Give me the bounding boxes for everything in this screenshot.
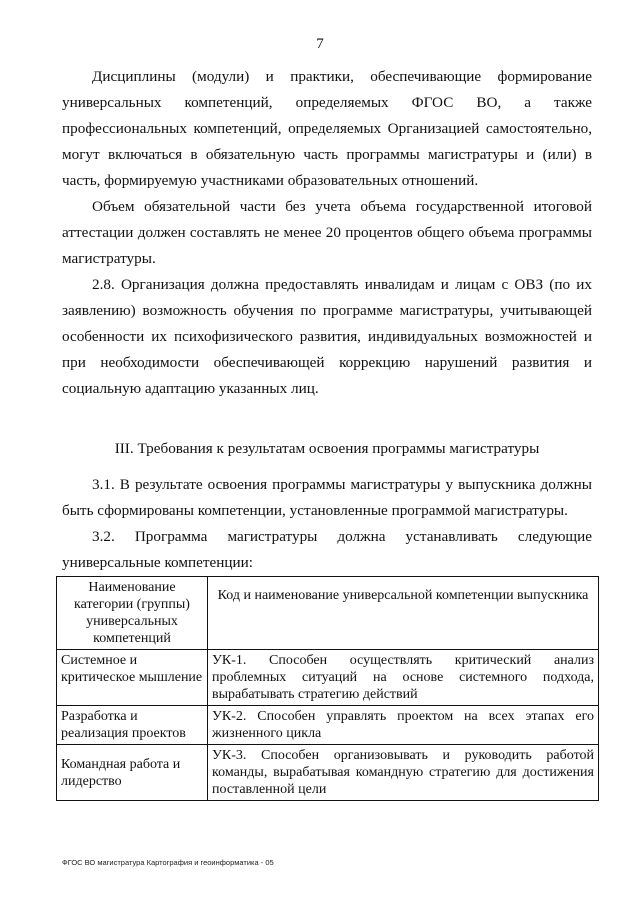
competencies-table	[56, 576, 599, 801]
table-cell-competence: УК-2. Способен управлять проектом на всех этапах его жизненного цикла	[208, 706, 599, 745]
table-header-row	[57, 577, 599, 650]
paragraph-disciplines: Дисциплины (модули) и практики, обеспечивающие формирование универсальных компетенций, определяемых ФГОС ВО, а также профессиональных компетенций, определяемых Организацией самостоятельно, могут включаться в обязательную часть программы магистратуры и (или) в часть, формируемую участниками образовательных отношений.	[62, 68, 592, 189]
table-cell-category: Системное и критическое мышление	[57, 650, 208, 706]
table-cell-category: Командная работа и лидерство	[57, 745, 208, 801]
paragraph-mandatory-volume: Объем обязательной части без учета объема государственной итоговой аттестации должен составлять не менее 20 процентов общего объема программы магистратуры.	[62, 198, 592, 267]
table-cell-category: Разработка и реализация проектов	[57, 706, 208, 745]
table-cell-competence: УК-1. Способен осуществлять критический анализ проблемных ситуаций на основе системного подхода, вырабатывать стратегию действий	[208, 650, 599, 706]
paragraph-3-1: 3.1. В результате освоения программы магистратуры у выпускника должны быть сформированы компетенции, установленные программой магистратуры.	[62, 476, 592, 519]
table-row	[57, 650, 599, 706]
table-row	[57, 706, 599, 745]
table-header-competence: Код и наименование универсальной компетенции выпускника	[208, 577, 599, 650]
section-heading: III. Требования к результатам освоения программы магистратуры	[114, 440, 540, 457]
table-row	[57, 745, 599, 801]
page-footer: ФГОС ВО магистратура Картография и геоинформатика - 05	[62, 858, 274, 867]
page-number: 7	[316, 36, 324, 52]
table-cell-competence: УК-3. Способен организовывать и руководить работой команды, вырабатывая командную стратегию для достижения поставленной цели	[208, 745, 599, 801]
paragraph-2-8: 2.8. Организация должна предоставлять инвалидам и лицам с ОВЗ (по их заявлению) возможность обучения по программе магистратуры, учитывающей особенности их психофизического развития, индивидуальных возможностей и при необходимости обеспечивающей коррекцию нарушений развития и социальную адаптацию указанных лиц.	[62, 276, 592, 397]
paragraph-3-2: 3.2. Программа магистратуры должна устанавливать следующие универсальные компетенции:	[62, 528, 592, 571]
table-header-category: Наименование категории (группы) универсальных компетенций	[57, 577, 208, 650]
